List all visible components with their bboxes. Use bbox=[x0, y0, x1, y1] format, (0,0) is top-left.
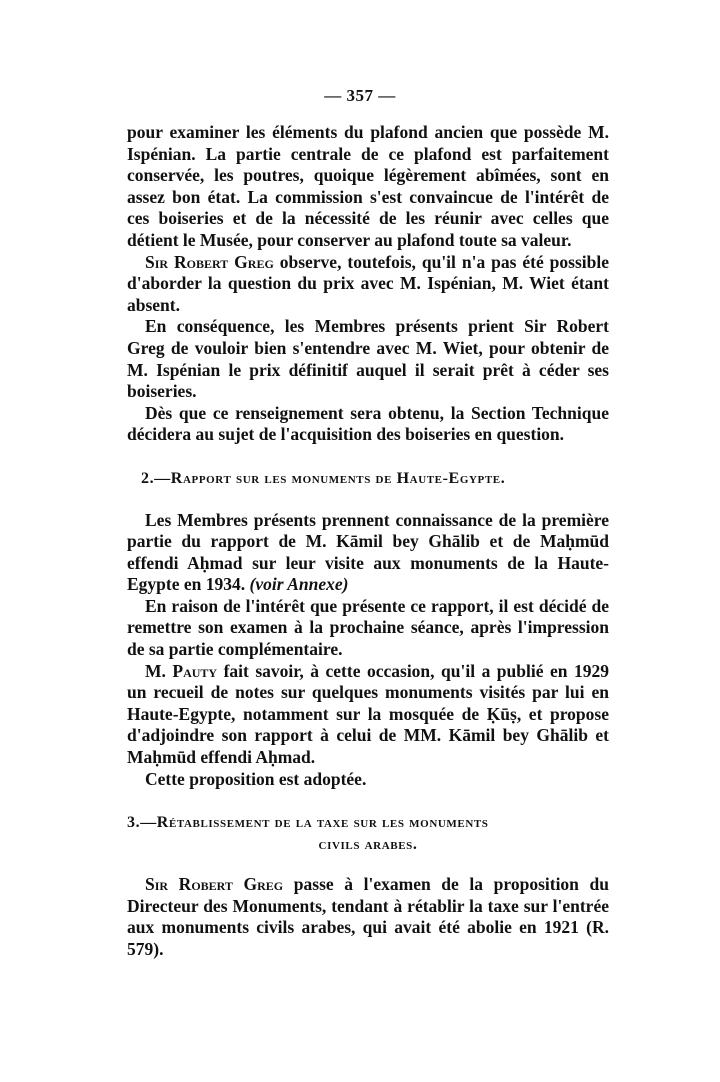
paragraph-tax bbox=[127, 874, 609, 960]
section-heading-3 bbox=[127, 812, 609, 856]
heading-line-1: 3.—Rétablissement de la taxe sur les monuments bbox=[127, 814, 489, 832]
paragraph-text: passe à l'examen de la proposition du Directeur des Monuments, tendant à rétablir la taxe sur l'entrée aux monuments civils arabes, qui avait été abolie en 1921 (R. 579). bbox=[127, 874, 609, 959]
paragraph-text: fait savoir, à cette occasion, qu'il a publié en 1929 un recueil de notes sur quelques monuments visités par lui en Haute-Egypte, notamment sur la mosquée de Ḳūṣ, et propose d'adjoindre son rapport à celui de MM. Kāmil bey Ghālib et Maḥmūd effendi Aḥmad. bbox=[127, 660, 609, 768]
heading-line-2: civils arabes. bbox=[318, 836, 418, 854]
paragraph-decision: Dès que ce renseignement sera obtenu, la Section Technique décidera au sujet de l'acquisition des boiseries en question. bbox=[127, 402, 609, 445]
paragraph-text: observe, toutefois, qu'il n'a pas été possible d'aborder la question du prix avec M. Ispénian, M. Wiet étant absent. bbox=[127, 251, 609, 315]
paragraph-report bbox=[127, 510, 609, 596]
paragraph-consequence: En conséquence, les Membres présents prient Sir Robert Greg de vouloir bien s'entendre avec M. Wiet, pour obtenir de M. Ispénian le prix définitif auquel il serait prêt à céder ses boiseries. bbox=[127, 316, 609, 402]
paragraph-greg-observation bbox=[127, 252, 609, 317]
annex-reference: (voir Annexe) bbox=[249, 574, 349, 595]
person-name: M. Pauty bbox=[145, 660, 218, 681]
person-name: Sir Robert Greg bbox=[145, 874, 284, 895]
page-number: — 357 — bbox=[324, 86, 396, 105]
paragraph-adopted: Cette proposition est adoptée. bbox=[145, 768, 367, 789]
paragraph-ceiling-examination: pour examiner les éléments du plafond ancien que possède M. Ispénian. La partie centrale de ce plafond est parfaitement conservée, les poutres, quoique légèrement abîmées, sont en assez bon état. La commission s'est convaincue de l'intérêt de ces boiseries et de la nécessité de les réunir avec celles que détient le Musée, pour conserver au plafond toute sa valeur. bbox=[127, 122, 609, 250]
paragraph-pauty bbox=[127, 661, 609, 769]
person-name: Sir Robert Greg bbox=[145, 251, 274, 272]
section-heading-2: 2.—Rapport sur les monuments de Haute-Egypte. bbox=[141, 469, 506, 487]
page-body bbox=[127, 122, 609, 961]
paragraph-text: Les Membres présents prennent connaissance de la première partie du rapport de M. Kāmil bey Ghālib et de Maḥmūd effendi Aḥmad sur leur visite aux monuments de la Haute-Egypte en 1934. bbox=[127, 509, 609, 595]
paragraph-postponement: En raison de l'intérêt que présente ce rapport, il est décidé de remettre son examen à la prochaine séance, après l'impression de sa partie complémentaire. bbox=[127, 595, 609, 660]
